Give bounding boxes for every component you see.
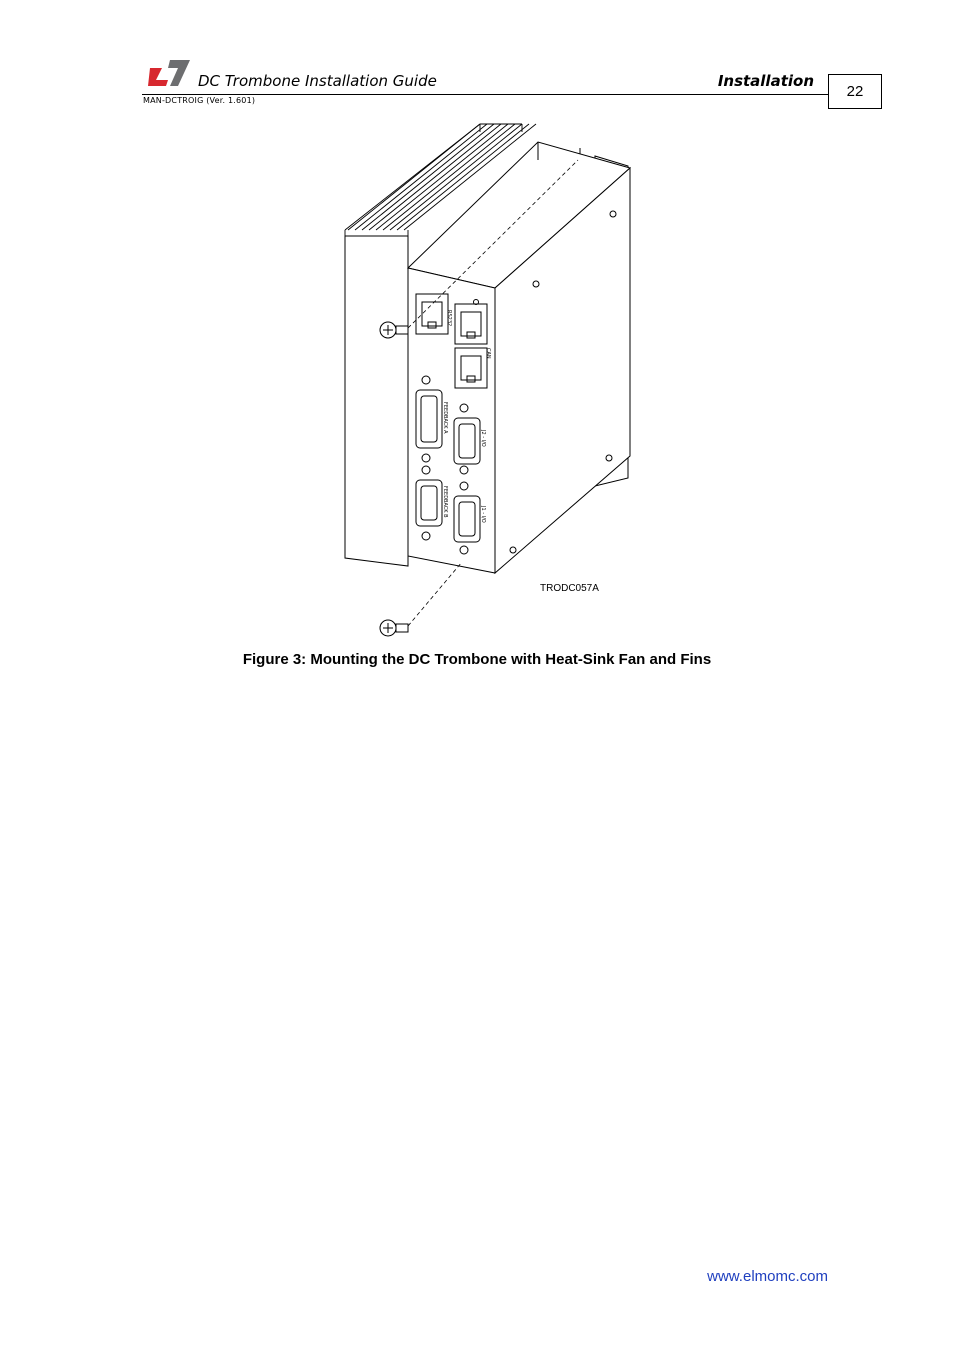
page-number-box — [828, 74, 882, 109]
header-divider — [142, 94, 828, 95]
mounting-screw-lower — [380, 620, 408, 636]
can-label: CAN — [485, 348, 491, 359]
feedback-a-label: FEEDBACK A — [442, 402, 448, 434]
page-number: 22 — [846, 83, 864, 100]
rs232-label: RS232 — [446, 310, 452, 327]
drive-mounting-illustration — [330, 118, 640, 648]
elmo-logo-icon — [148, 58, 190, 88]
j2-io-label: J2 - I/O — [480, 430, 486, 447]
j1-io-label: J1 - I/O — [480, 506, 486, 523]
figure-drawing — [330, 118, 640, 648]
drawing-code: TRODC057A — [540, 583, 599, 594]
section-title: Installation — [717, 72, 814, 90]
document-title: DC Trombone Installation Guide — [198, 72, 437, 90]
website-link[interactable]: www.elmomc.com — [707, 1268, 828, 1285]
document-version: MAN-DCTROIG (Ver. 1.601) — [143, 96, 256, 105]
figure-caption: Figure 3: Mounting the DC Trombone with Heat-Sink Fan and Fins — [242, 651, 712, 668]
feedback-b-label: FEEDBACK B — [442, 486, 448, 518]
